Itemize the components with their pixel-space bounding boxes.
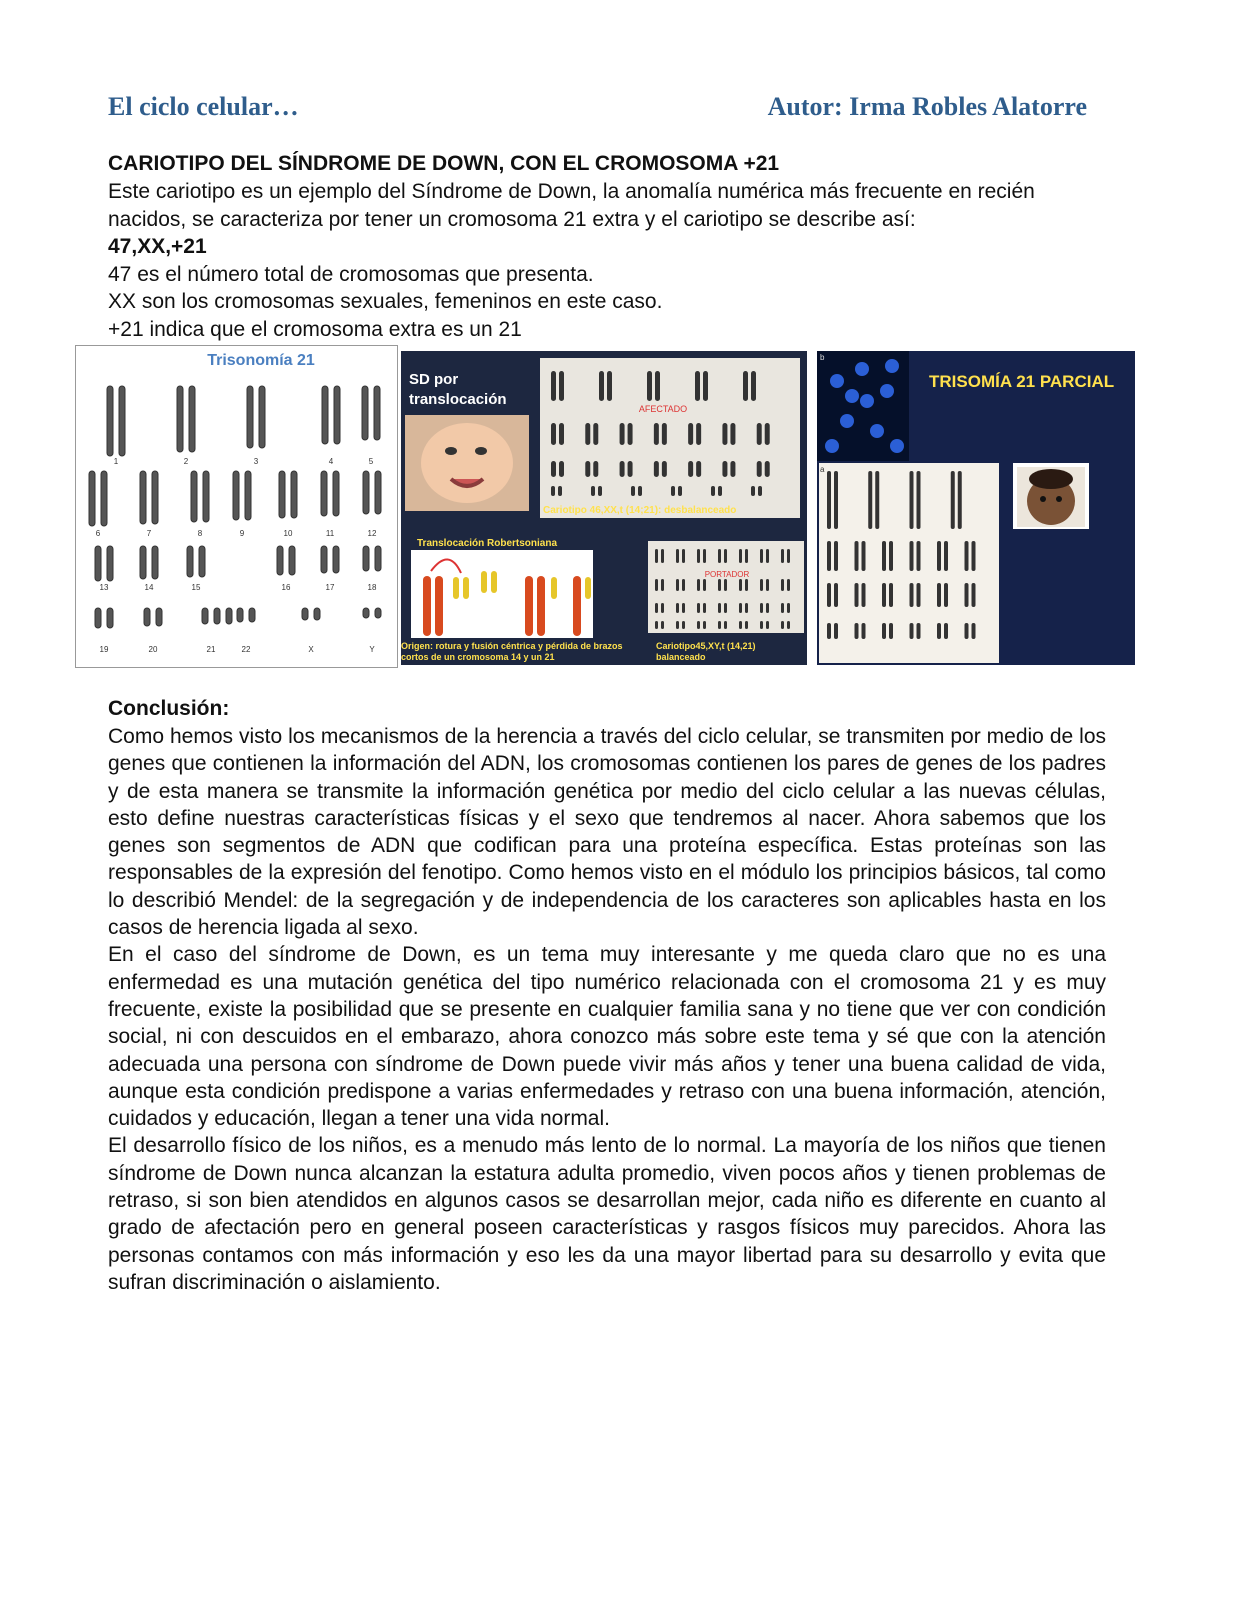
chromosome-shape bbox=[654, 461, 659, 477]
chromosome-shape bbox=[363, 546, 369, 571]
chromosome-number-label: 5 bbox=[368, 457, 374, 466]
chromosome-shape bbox=[944, 583, 948, 607]
chromosome-shape bbox=[718, 621, 721, 629]
chromosome-shape bbox=[697, 603, 700, 613]
chromosome-number-label: 6 bbox=[95, 529, 101, 538]
chromosome-number-label: 16 bbox=[281, 583, 291, 592]
chromosome-number-label: Y bbox=[369, 645, 375, 654]
chromosome-shape bbox=[758, 486, 762, 496]
chromosome-shape bbox=[834, 583, 838, 607]
trisomy-21-karyotype-figure bbox=[75, 345, 398, 668]
cell-nucleus-shape bbox=[860, 394, 874, 408]
chromosome-shape bbox=[766, 621, 769, 629]
chromosome-shape bbox=[730, 461, 735, 477]
chromosome-shape bbox=[177, 386, 183, 452]
chromosome-shape bbox=[107, 386, 113, 456]
chromosome-shape bbox=[655, 549, 658, 563]
chromosome-shape bbox=[917, 623, 921, 639]
chromosome-shape bbox=[362, 386, 368, 440]
chromosome-shape bbox=[751, 371, 756, 401]
chromosome-shape bbox=[688, 461, 693, 477]
chromosome-number-label: 12 bbox=[367, 529, 377, 538]
chromosome-shape bbox=[703, 621, 706, 629]
chromosome-shape bbox=[226, 608, 232, 624]
chromosome-shape bbox=[965, 583, 969, 607]
intro-line: 47 es el número total de cromosomas que presenta. bbox=[108, 262, 594, 286]
chromosome-shape bbox=[607, 371, 612, 401]
intro-line: Este cariotipo es un ejemplo del Síndrome de Down, la anomalía numérica más frecuente en recién nacidos, se caracteriza por tener un cromosoma 21 extra y el cariotipo se describe así: bbox=[108, 180, 1035, 231]
chromosome-shape bbox=[655, 621, 658, 629]
chromosome-shape bbox=[314, 608, 320, 620]
chromosome-shape bbox=[745, 603, 748, 613]
chromosome-number-label: 9 bbox=[239, 529, 245, 538]
chromosome-shape bbox=[827, 471, 831, 529]
chromosome-shape bbox=[107, 608, 113, 628]
chromosome-shape bbox=[333, 546, 339, 573]
affected-label: AFECTADO bbox=[638, 404, 688, 414]
chromosome-shape bbox=[661, 579, 664, 591]
chromosome-shape bbox=[638, 486, 642, 496]
chromosome-shape bbox=[910, 583, 914, 607]
chromosome-shape bbox=[724, 579, 727, 591]
robertsonian-title: Translocación Robertsoniana bbox=[417, 538, 558, 549]
karyotype-formula: 47,XX,+21 bbox=[108, 235, 207, 258]
chromosome-shape bbox=[965, 623, 969, 639]
chromosome-shape bbox=[917, 583, 921, 607]
chromosome-shape bbox=[855, 541, 859, 571]
chromosome-shape bbox=[199, 546, 205, 577]
chromosome-shape bbox=[757, 461, 762, 477]
chromosome-shape bbox=[862, 541, 866, 571]
chromosome-shape bbox=[599, 371, 604, 401]
chromosome-shape bbox=[322, 386, 328, 444]
chromosome-shape bbox=[678, 486, 682, 496]
chromosome-shape bbox=[363, 471, 369, 514]
chromosome-shape bbox=[765, 423, 770, 445]
cell-nucleus-shape bbox=[885, 359, 899, 373]
chromosome-shape bbox=[682, 549, 685, 563]
cell-nucleus-shape bbox=[845, 389, 859, 403]
chromosome-shape bbox=[333, 471, 339, 516]
conclusion-paragraph: El desarrollo físico de los niños, es a menudo más lento de lo normal. La mayoría de los niños que tienen síndrome de Down nunca alcanzan la estatura adulta promedio, viven pocos años y tienen problemas de retraso, si son bien atendidos en algunos casos se desarrollan mejor, cada niño es diferente en cuanto al grado de afectación pero en general poseen características y rasgos físicos muy parecidos. Ahora las personas contamos con más información y eso les da una mayor libertad para su desarrollo y evita que sufran discriminación o aislamiento. bbox=[108, 1134, 1106, 1294]
chromosome-shape bbox=[696, 461, 701, 477]
chromosome-shape bbox=[661, 549, 664, 563]
chromosome-shape bbox=[868, 471, 872, 529]
chromosome-shape bbox=[827, 583, 831, 607]
chromosome-shape bbox=[910, 471, 914, 529]
document-header-title: El ciclo celular… bbox=[108, 92, 299, 121]
chromosome-number-label: 8 bbox=[197, 529, 203, 538]
chromosome-shape bbox=[95, 546, 101, 581]
caption-bottom-line1: Cariotipo45,XY,t (14,21) bbox=[656, 641, 756, 651]
chromosome-shape bbox=[855, 583, 859, 607]
chromosome-shape bbox=[855, 623, 859, 639]
chromosome-shape bbox=[718, 486, 722, 496]
chromosome-shape bbox=[688, 423, 693, 445]
chromosome-shape bbox=[724, 621, 727, 629]
chromosome-shape bbox=[676, 549, 679, 563]
chromosome-number-label: 20 bbox=[148, 645, 158, 654]
chromosome-shape bbox=[724, 603, 727, 613]
chromosome-shape bbox=[140, 471, 146, 524]
chromosome-shape bbox=[910, 623, 914, 639]
chromosome-shape bbox=[695, 371, 700, 401]
chromosome-shape bbox=[875, 471, 879, 529]
chromosome-shape bbox=[187, 546, 193, 577]
chromosome-number-label: 11 bbox=[325, 529, 335, 538]
chromosome-shape bbox=[718, 603, 721, 613]
chromosome-shape bbox=[937, 623, 941, 639]
chromosome-shape bbox=[156, 608, 162, 626]
chromosome-shape bbox=[101, 471, 107, 526]
section-title: CARIOTIPO DEL SÍNDROME DE DOWN, CON EL CROMOSOMA +21 bbox=[108, 152, 780, 175]
chromosome-shape bbox=[787, 603, 790, 613]
chromosome-shape bbox=[882, 583, 886, 607]
partial-trisomy-illustration bbox=[817, 351, 1135, 665]
chromosome-shape bbox=[551, 423, 556, 445]
chromosome-shape bbox=[374, 386, 380, 440]
chromosome-shape bbox=[882, 541, 886, 571]
chromosome-shape bbox=[739, 549, 742, 563]
chromosome-shape bbox=[703, 603, 706, 613]
baby-photo bbox=[405, 415, 529, 511]
chromosome-shape bbox=[834, 541, 838, 571]
chromosome-shape bbox=[760, 603, 763, 613]
chromosome-shape bbox=[745, 549, 748, 563]
chromosome-number-label: 2 bbox=[183, 457, 189, 466]
chromosome-shape bbox=[140, 546, 146, 579]
karyotype-illustration bbox=[76, 346, 397, 667]
chromosome-number-label: 17 bbox=[325, 583, 335, 592]
chromosome-number-label: 13 bbox=[99, 583, 109, 592]
chromosome-shape bbox=[559, 423, 564, 445]
chromosome-shape bbox=[972, 583, 976, 607]
chromosome-shape bbox=[375, 471, 381, 514]
chromosome-shape bbox=[739, 621, 742, 629]
chromosome-shape bbox=[662, 461, 667, 477]
chromosome-shape bbox=[730, 423, 735, 445]
chromosome-shape bbox=[259, 386, 265, 448]
cell-nucleus-shape bbox=[830, 374, 844, 388]
chromosome-shape bbox=[152, 471, 158, 524]
chromosome-shape bbox=[620, 461, 625, 477]
chromosome-number-label: 19 bbox=[99, 645, 109, 654]
chromosome-shape bbox=[751, 486, 755, 496]
chromosome-shape bbox=[152, 546, 158, 579]
chromosome-shape bbox=[302, 608, 308, 620]
chromosome-shape bbox=[889, 623, 893, 639]
chromosome-shape bbox=[89, 471, 95, 526]
document-header-author: Autor: Irma Robles Alatorre bbox=[767, 92, 1087, 121]
chromosome-number-label: 22 bbox=[241, 645, 251, 654]
chromosome-shape bbox=[191, 471, 197, 522]
chromosome-shape bbox=[703, 371, 708, 401]
chromosome-shape bbox=[558, 486, 562, 496]
fig2-title-line1: SD por bbox=[409, 371, 459, 388]
chromosome-shape bbox=[119, 386, 125, 456]
chromosome-shape bbox=[655, 603, 658, 613]
chromosome-shape bbox=[647, 371, 652, 401]
chromosome-shape bbox=[862, 623, 866, 639]
chromosome-shape bbox=[781, 603, 784, 613]
chromosome-shape bbox=[972, 541, 976, 571]
chromosome-shape bbox=[862, 583, 866, 607]
chromosome-shape bbox=[189, 386, 195, 452]
chromosome-shape bbox=[559, 461, 564, 477]
chromosome-shape bbox=[910, 541, 914, 571]
chromosome-shape bbox=[202, 608, 208, 624]
chromosome-shape bbox=[944, 541, 948, 571]
chromosome-shape bbox=[765, 461, 770, 477]
chromosome-shape bbox=[551, 371, 556, 401]
cell-nucleus-shape bbox=[880, 384, 894, 398]
conclusion-title: Conclusión: bbox=[108, 697, 230, 720]
chromosome-shape bbox=[787, 579, 790, 591]
chromosome-shape bbox=[661, 621, 664, 629]
chromosome-number-label: 14 bbox=[144, 583, 154, 592]
chromosome-shape bbox=[696, 423, 701, 445]
chromosome-shape bbox=[662, 423, 667, 445]
chromosome-shape bbox=[834, 623, 838, 639]
chromosome-shape bbox=[214, 608, 220, 624]
cell-nucleus-shape bbox=[855, 362, 869, 376]
chromosome-shape bbox=[965, 541, 969, 571]
chromosome-shape bbox=[787, 549, 790, 563]
child-photo bbox=[1013, 463, 1089, 529]
conclusion-text bbox=[108, 723, 1106, 1296]
chromosome-shape bbox=[671, 486, 675, 496]
chromosome-shape bbox=[593, 423, 598, 445]
chromosome-shape bbox=[107, 546, 113, 581]
chromosome-shape bbox=[766, 549, 769, 563]
chromosome-number-label: 10 bbox=[283, 529, 293, 538]
chromosome-shape bbox=[697, 549, 700, 563]
chromosome-shape bbox=[781, 579, 784, 591]
chromosome-shape bbox=[682, 621, 685, 629]
cell-nucleus-shape bbox=[890, 439, 904, 453]
chromosome-number-label: 7 bbox=[146, 529, 152, 538]
panel-a-label: a bbox=[820, 465, 825, 474]
chromosome-shape bbox=[889, 583, 893, 607]
chromosome-shape bbox=[889, 541, 893, 571]
chromosome-shape bbox=[620, 423, 625, 445]
translocation-down-syndrome-figure bbox=[401, 351, 807, 665]
chromosome-shape bbox=[722, 423, 727, 445]
conclusion-paragraph: Como hemos visto los mecanismos de la herencia a través del ciclo celular, se transmiten por medio de los genes que contienen la información del ADN, los cromosomas contienen los pares de genes de los padres y de esta manera se transmite la información genética por medio del ciclo celular a las nuevas células, esto define nuestras características físicas y el sexo que tendremos al nacer. Ahora sabemos que los genes son segmentos de ADN que codifican para una proteína específica. Estas proteínas son las responsables de la expresión del fenotipo. Como hemos visto en el módulo los principios básicos, tal como lo describió Mendel: de la segregación y de independencia de los caracteres son aplicables hasta en los casos de herencia ligada al sexo. bbox=[108, 725, 1106, 940]
chromosome-shape bbox=[676, 603, 679, 613]
chromosome-shape bbox=[703, 579, 706, 591]
chromosome-shape bbox=[655, 579, 658, 591]
chromosome-shape bbox=[937, 541, 941, 571]
partial-trisomy-21-figure bbox=[817, 351, 1135, 665]
chromosome-shape bbox=[760, 549, 763, 563]
conclusion-paragraph: En el caso del síndrome de Down, es un tema muy interesante y me queda claro que no es una enfermedad es una mutación genética del tipo numérico relacionada con el cromosoma 21 y es muy frecuente, existe la posibilidad que se presente en cualquier familia sana y no tiene que ver con condición social, ni con descuidos en el embarazo, ahora conozco más sobre este tema y sé que con la atención adecuada una persona con síndrome de Down puede vivir más años y tener una buena calidad de vida, aunque esta condición predispone a varias enfermedades y retraso con una buena información, atención, cuidados y educación, llegan a tener una vida normal. bbox=[108, 943, 1106, 1131]
chromosome-number-label: 3 bbox=[253, 457, 259, 466]
chromosome-shape bbox=[279, 471, 285, 518]
chromosome-shape bbox=[321, 471, 327, 516]
chromosome-shape bbox=[585, 423, 590, 445]
chromosome-shape bbox=[781, 621, 784, 629]
chromosome-number-label: 15 bbox=[191, 583, 201, 592]
chromosome-shape bbox=[697, 579, 700, 591]
chromosome-shape bbox=[628, 423, 633, 445]
fig2-title-line2: translocación bbox=[409, 391, 507, 408]
carrier-label: PORTADOR bbox=[704, 570, 750, 579]
chromosome-shape bbox=[559, 371, 564, 401]
chromosome-number-label: X bbox=[308, 645, 314, 654]
cell-nucleus-shape bbox=[825, 439, 839, 453]
chromosome-shape bbox=[760, 621, 763, 629]
chromosome-shape bbox=[745, 579, 748, 591]
chromosome-number-label: 4 bbox=[328, 457, 334, 466]
chromosome-shape bbox=[334, 386, 340, 444]
chromosome-shape bbox=[661, 603, 664, 613]
chromosome-shape bbox=[937, 583, 941, 607]
chromosome-shape bbox=[585, 461, 590, 477]
chromosome-shape bbox=[944, 623, 948, 639]
chromosome-number-label: 1 bbox=[113, 457, 119, 466]
chromosome-shape bbox=[724, 549, 727, 563]
chromosome-shape bbox=[631, 486, 635, 496]
chromosome-shape bbox=[245, 471, 251, 520]
chromosome-shape bbox=[363, 608, 369, 618]
chromosome-shape bbox=[711, 486, 715, 496]
chromosome-shape bbox=[682, 603, 685, 613]
chromosome-shape bbox=[203, 471, 209, 522]
chromosome-shape bbox=[827, 623, 831, 639]
chromosome-shape bbox=[834, 471, 838, 529]
chromosome-shape bbox=[739, 603, 742, 613]
chromosome-shape bbox=[654, 423, 659, 445]
intro-line: +21 indica que el cromosoma extra es un 21 bbox=[108, 317, 522, 341]
chromosome-shape bbox=[375, 608, 381, 618]
caption-top: Cariotipo 46,XX,t (14;21): desbalanceado bbox=[543, 505, 737, 516]
chromosome-shape bbox=[249, 608, 255, 622]
fig1-title: Trisonomía 21 bbox=[207, 352, 315, 369]
chromosome-shape bbox=[787, 621, 790, 629]
chromosome-shape bbox=[703, 549, 706, 563]
chromosome-shape bbox=[144, 608, 150, 626]
chromosome-shape bbox=[676, 579, 679, 591]
chromosome-shape bbox=[628, 461, 633, 477]
cell-nucleus-shape bbox=[840, 414, 854, 428]
chromosome-shape bbox=[289, 546, 295, 575]
origin-line1: Origen: rotura y fusión céntrica y pérdida de brazos bbox=[401, 641, 623, 651]
chromosome-shape bbox=[697, 621, 700, 629]
panel-b-label: b bbox=[820, 353, 825, 362]
chromosome-shape bbox=[277, 546, 283, 575]
chromosome-shape bbox=[551, 486, 555, 496]
chromosome-shape bbox=[598, 486, 602, 496]
chromosome-shape bbox=[781, 549, 784, 563]
chromosome-shape bbox=[237, 608, 243, 622]
chromosome-shape bbox=[760, 579, 763, 591]
caption-bottom-line2: balanceado bbox=[656, 652, 706, 662]
chromosome-shape bbox=[972, 623, 976, 639]
chromosome-shape bbox=[745, 621, 748, 629]
chromosome-shape bbox=[718, 549, 721, 563]
fig3-title: TRISOMÍA 21 PARCIAL bbox=[929, 372, 1115, 391]
chromosome-shape bbox=[591, 486, 595, 496]
chromosome-shape bbox=[321, 546, 327, 573]
chromosome-shape bbox=[766, 579, 769, 591]
chromosome-shape bbox=[951, 471, 955, 529]
chromosome-shape bbox=[593, 461, 598, 477]
chromosome-shape bbox=[291, 471, 297, 518]
chromosome-shape bbox=[743, 371, 748, 401]
chromosome-number-label: 18 bbox=[367, 583, 377, 592]
intro-text bbox=[108, 178, 1108, 343]
chromosome-shape bbox=[655, 371, 660, 401]
chromosome-shape bbox=[958, 471, 962, 529]
chromosome-shape bbox=[827, 541, 831, 571]
chromosome-shape bbox=[551, 461, 556, 477]
cell-nucleus-shape bbox=[870, 424, 884, 438]
chromosome-shape bbox=[882, 623, 886, 639]
chromosome-number-label: 21 bbox=[206, 645, 216, 654]
intro-line: XX son los cromosomas sexuales, femeninos en este caso. bbox=[108, 290, 663, 313]
translocation-illustration bbox=[401, 351, 807, 665]
chromosome-shape bbox=[247, 386, 253, 448]
chromosome-shape bbox=[682, 579, 685, 591]
chromosome-shape bbox=[917, 471, 921, 529]
chromosome-shape bbox=[739, 579, 742, 591]
origin-line2: cortos de un cromosoma 14 y un 21 bbox=[401, 652, 555, 662]
chromosome-shape bbox=[676, 621, 679, 629]
chromosome-shape bbox=[95, 608, 101, 628]
chromosome-shape bbox=[233, 471, 239, 520]
chromosome-shape bbox=[766, 603, 769, 613]
chromosome-shape bbox=[757, 423, 762, 445]
chromosome-shape bbox=[917, 541, 921, 571]
chromosome-shape bbox=[718, 579, 721, 591]
chromosome-shape bbox=[722, 461, 727, 477]
chromosome-shape bbox=[375, 546, 381, 571]
